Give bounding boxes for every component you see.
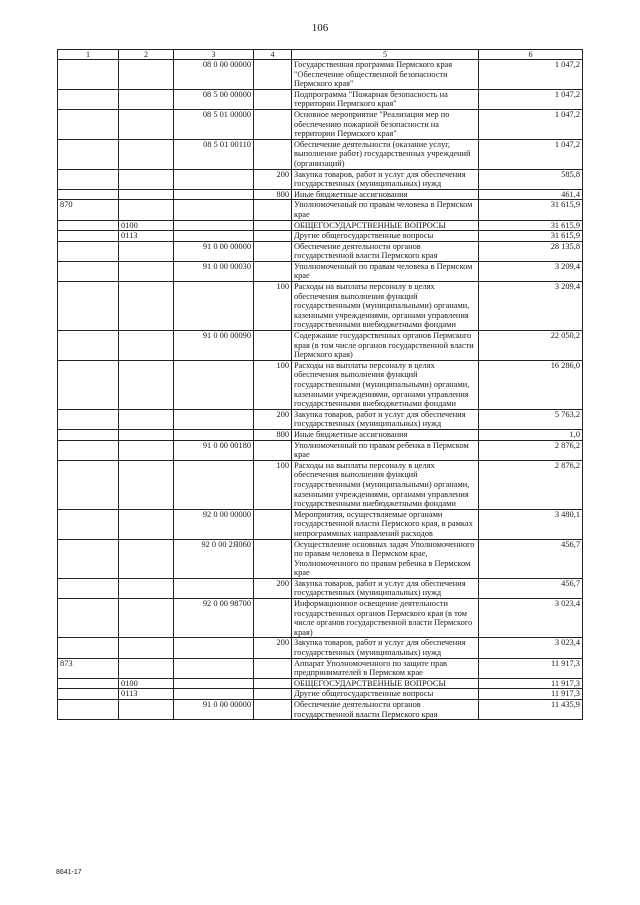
section-code-cell (119, 169, 174, 189)
description-cell: Расходы на выплаты персоналу в целях обеспечения выполнения функций государственными (муниципальными) органами, казенными учреждениями, органами управления государственными внебюджетными фондами (292, 460, 479, 509)
expense-type-cell: 200 (254, 638, 292, 658)
expense-type-cell (254, 231, 292, 242)
amount-cell: 1 047,2 (479, 89, 583, 109)
target-article-cell (174, 578, 254, 598)
amount-cell: 3 209,4 (479, 261, 583, 281)
ministry-code-cell (58, 139, 119, 169)
table-row (58, 60, 583, 90)
ministry-code-cell (58, 689, 119, 700)
description-cell: Обеспечение деятельности органов государственной власти Пермского края (292, 700, 479, 720)
column-header: 2 (119, 50, 174, 60)
table-row (58, 599, 583, 638)
amount-cell: 11 917,3 (479, 658, 583, 678)
table-row (58, 169, 583, 189)
target-article-cell (174, 189, 254, 200)
section-code-cell (119, 658, 174, 678)
ministry-code-cell (58, 638, 119, 658)
ministry-code-cell (58, 241, 119, 261)
description-cell: ОБЩЕГОСУДАРСТВЕННЫЕ ВОПРОСЫ (292, 220, 479, 231)
table-row (58, 429, 583, 440)
ministry-code-cell (58, 409, 119, 429)
expense-type-cell: 100 (254, 360, 292, 409)
target-article-cell (174, 200, 254, 220)
ministry-code-cell (58, 599, 119, 638)
expense-type-cell (254, 658, 292, 678)
column-header: 1 (58, 50, 119, 60)
ministry-code-cell (58, 440, 119, 460)
table-row (58, 331, 583, 361)
amount-cell: 461,4 (479, 189, 583, 200)
target-article-cell: 08 0 00 00000 (174, 60, 254, 90)
table-row (58, 409, 583, 429)
ministry-code-cell (58, 189, 119, 200)
ministry-code-cell (58, 282, 119, 331)
ministry-code-cell (58, 89, 119, 109)
section-code-cell (119, 440, 174, 460)
section-code-cell (119, 599, 174, 638)
section-code-cell (119, 200, 174, 220)
budget-table (57, 49, 583, 720)
expense-type-cell (254, 331, 292, 361)
target-article-cell: 08 5 00 00000 (174, 89, 254, 109)
table-row (58, 89, 583, 109)
amount-cell: 28 135,8 (479, 241, 583, 261)
ministry-code-cell (58, 678, 119, 689)
amount-cell: 2 876,2 (479, 440, 583, 460)
amount-cell: 31 615,9 (479, 220, 583, 231)
ministry-code-cell (58, 700, 119, 720)
section-code-cell (119, 89, 174, 109)
description-cell: Расходы на выплаты персоналу в целях обеспечения выполнения функций государственными (муниципальными) органами, казенными учреждениями, органами управления государственными внебюджетными фондами (292, 282, 479, 331)
column-header: 3 (174, 50, 254, 60)
section-code-cell (119, 331, 174, 361)
description-cell: Аппарат Уполномоченного по защите прав предпринимателей в Пермском крае (292, 658, 479, 678)
expense-type-cell (254, 261, 292, 281)
section-code-cell: 0113 (119, 689, 174, 700)
table-row (58, 638, 583, 658)
table-row (58, 578, 583, 598)
description-cell: Закупка товаров, работ и услуг для обеспечения государственных (муниципальных) нужд (292, 638, 479, 658)
description-cell: Уполномоченный по правам ребенка в Пермском крае (292, 440, 479, 460)
section-code-cell (119, 109, 174, 139)
description-cell: Государственная программа Пермского края "Обеспечение общественной безопасности Пермского края" (292, 60, 479, 90)
amount-cell: 3 209,4 (479, 282, 583, 331)
target-article-cell (174, 658, 254, 678)
target-article-cell (174, 231, 254, 242)
expense-type-cell (254, 599, 292, 638)
ministry-code-cell (58, 360, 119, 409)
description-cell: Основное мероприятие "Реализация мер по обеспечению пожарной безопасности на территории Пермского края" (292, 109, 479, 139)
section-code-cell (119, 539, 174, 578)
amount-cell: 11 917,3 (479, 678, 583, 689)
description-cell: Другие общегосударственные вопросы (292, 231, 479, 242)
table-row (58, 700, 583, 720)
amount-cell: 1 047,2 (479, 139, 583, 169)
target-article-cell (174, 689, 254, 700)
table-row (58, 689, 583, 700)
amount-cell: 31 615,9 (479, 231, 583, 242)
section-code-cell (119, 460, 174, 509)
section-code-cell: 0100 (119, 678, 174, 689)
expense-type-cell (254, 139, 292, 169)
table-row (58, 261, 583, 281)
amount-cell: 456,7 (479, 539, 583, 578)
table-row (58, 539, 583, 578)
target-article-cell (174, 429, 254, 440)
section-code-cell (119, 360, 174, 409)
section-code-cell (119, 429, 174, 440)
table-header-row (58, 50, 583, 60)
amount-cell: 1 047,2 (479, 60, 583, 90)
target-article-cell (174, 638, 254, 658)
expense-type-cell (254, 200, 292, 220)
description-cell: Содержание государственных органов Пермского края (в том числе органов государственной власти Пермского края) (292, 331, 479, 361)
description-cell: Иные бюджетные ассигнования (292, 189, 479, 200)
column-header: 5 (292, 50, 479, 60)
table-row (58, 360, 583, 409)
table-row (58, 241, 583, 261)
expense-type-cell: 100 (254, 460, 292, 509)
description-cell: Другие общегосударственные вопросы (292, 689, 479, 700)
ministry-code-cell: 870 (58, 200, 119, 220)
description-cell: Иные бюджетные ассигнования (292, 429, 479, 440)
amount-cell: 11 917,3 (479, 689, 583, 700)
target-article-cell (174, 678, 254, 689)
amount-cell: 22 050,2 (479, 331, 583, 361)
table-body (58, 60, 583, 720)
ministry-code-cell (58, 231, 119, 242)
amount-cell: 456,7 (479, 578, 583, 598)
description-cell: Закупка товаров, работ и услуг для обеспечения государственных (муниципальных) нужд (292, 169, 479, 189)
section-code-cell (119, 578, 174, 598)
expense-type-cell (254, 678, 292, 689)
target-article-cell (174, 409, 254, 429)
description-cell: Осуществление основных задач Уполномоченного по правам человека в Пермском крае, Уполномоченного по правам ребенка в Пермском крае (292, 539, 479, 578)
amount-cell: 16 286,0 (479, 360, 583, 409)
ministry-code-cell (58, 169, 119, 189)
column-header: 4 (254, 50, 292, 60)
table-row (58, 460, 583, 509)
amount-cell: 1,0 (479, 429, 583, 440)
expense-type-cell: 200 (254, 409, 292, 429)
expense-type-cell (254, 241, 292, 261)
description-cell: ОБЩЕГОСУДАРСТВЕННЫЕ ВОПРОСЫ (292, 678, 479, 689)
expense-type-cell (254, 60, 292, 90)
page-number: 106 (311, 22, 329, 34)
amount-cell: 585,8 (479, 169, 583, 189)
expense-type-cell: 200 (254, 169, 292, 189)
section-code-cell (119, 189, 174, 200)
ministry-code-cell (58, 331, 119, 361)
expense-type-cell: 800 (254, 189, 292, 200)
section-code-cell (119, 261, 174, 281)
table-row (58, 220, 583, 231)
target-article-cell (174, 220, 254, 231)
section-code-cell (119, 282, 174, 331)
ministry-code-cell: 873 (58, 658, 119, 678)
section-code-cell (119, 509, 174, 539)
section-code-cell: 0113 (119, 231, 174, 242)
ministry-code-cell (58, 539, 119, 578)
target-article-cell (174, 282, 254, 331)
section-code-cell (119, 700, 174, 720)
table-row (58, 678, 583, 689)
amount-cell: 2 876,2 (479, 460, 583, 509)
expense-type-cell (254, 440, 292, 460)
amount-cell: 5 763,2 (479, 409, 583, 429)
target-article-cell (174, 460, 254, 509)
description-cell: Мероприятия, осуществляемые органами государственной власти Пермского края, в рамках непрограммных направлений расходов (292, 509, 479, 539)
target-article-cell: 92 0 00 2Я060 (174, 539, 254, 578)
target-article-cell: 91 0 00 00000 (174, 241, 254, 261)
table-row (58, 109, 583, 139)
description-cell: Расходы на выплаты персоналу в целях обеспечения выполнения функций государственными (муниципальными) органами, казенными учреждениями, органами управления государственными внебюджетными фондами (292, 360, 479, 409)
table-row (58, 139, 583, 169)
ministry-code-cell (58, 578, 119, 598)
expense-type-cell (254, 509, 292, 539)
expense-type-cell (254, 700, 292, 720)
expense-type-cell: 800 (254, 429, 292, 440)
table-row (58, 282, 583, 331)
amount-cell: 3 480,1 (479, 509, 583, 539)
amount-cell: 3 023,4 (479, 638, 583, 658)
description-cell: Информационное освещение деятельности государственных органов Пермского края (в том числе органов государственной власти Пермского края) (292, 599, 479, 638)
expense-type-cell: 200 (254, 578, 292, 598)
ministry-code-cell (58, 429, 119, 440)
table-row (58, 509, 583, 539)
section-code-cell (119, 409, 174, 429)
target-article-cell: 91 0 00 00000 (174, 700, 254, 720)
expense-type-cell: 100 (254, 282, 292, 331)
expense-type-cell (254, 109, 292, 139)
description-cell: Уполномоченный по правам человека в Пермском крае (292, 200, 479, 220)
target-article-cell: 91 0 00 00030 (174, 261, 254, 281)
expense-type-cell (254, 220, 292, 231)
table-row (58, 658, 583, 678)
section-code-cell (119, 60, 174, 90)
amount-cell: 3 023,4 (479, 599, 583, 638)
description-cell: Обеспечение деятельности (оказание услуг, выполнение работ) государственных учреждений (организаций) (292, 139, 479, 169)
section-code-cell (119, 139, 174, 169)
target-article-cell: 08 5 01 00000 (174, 109, 254, 139)
section-code-cell (119, 241, 174, 261)
description-cell: Уполномоченный по правам человека в Пермском крае (292, 261, 479, 281)
target-article-cell (174, 169, 254, 189)
ministry-code-cell (58, 460, 119, 509)
document-code: 8641-17 (56, 869, 82, 876)
table-row (58, 189, 583, 200)
amount-cell: 11 435,9 (479, 700, 583, 720)
target-article-cell: 91 0 00 00090 (174, 331, 254, 361)
amount-cell: 31 615,9 (479, 200, 583, 220)
description-cell: Закупка товаров, работ и услуг для обеспечения государственных (муниципальных) нужд (292, 409, 479, 429)
amount-cell: 1 047,2 (479, 109, 583, 139)
description-cell: Закупка товаров, работ и услуг для обеспечения государственных (муниципальных) нужд (292, 578, 479, 598)
target-article-cell: 92 0 00 98700 (174, 599, 254, 638)
expense-type-cell (254, 539, 292, 578)
ministry-code-cell (58, 509, 119, 539)
ministry-code-cell (58, 109, 119, 139)
ministry-code-cell (58, 220, 119, 231)
description-cell: Подпрограмма "Пожарная безопасность на территории Пермского края" (292, 89, 479, 109)
table-row (58, 231, 583, 242)
section-code-cell: 0100 (119, 220, 174, 231)
target-article-cell (174, 360, 254, 409)
target-article-cell: 91 0 00 00180 (174, 440, 254, 460)
target-article-cell: 08 5 01 00110 (174, 139, 254, 169)
ministry-code-cell (58, 261, 119, 281)
section-code-cell (119, 638, 174, 658)
description-cell: Обеспечение деятельности органов государственной власти Пермского края (292, 241, 479, 261)
expense-type-cell (254, 89, 292, 109)
table-row (58, 200, 583, 220)
target-article-cell: 92 0 00 00000 (174, 509, 254, 539)
expense-type-cell (254, 689, 292, 700)
table-row (58, 440, 583, 460)
ministry-code-cell (58, 60, 119, 90)
column-header: 6 (479, 50, 583, 60)
